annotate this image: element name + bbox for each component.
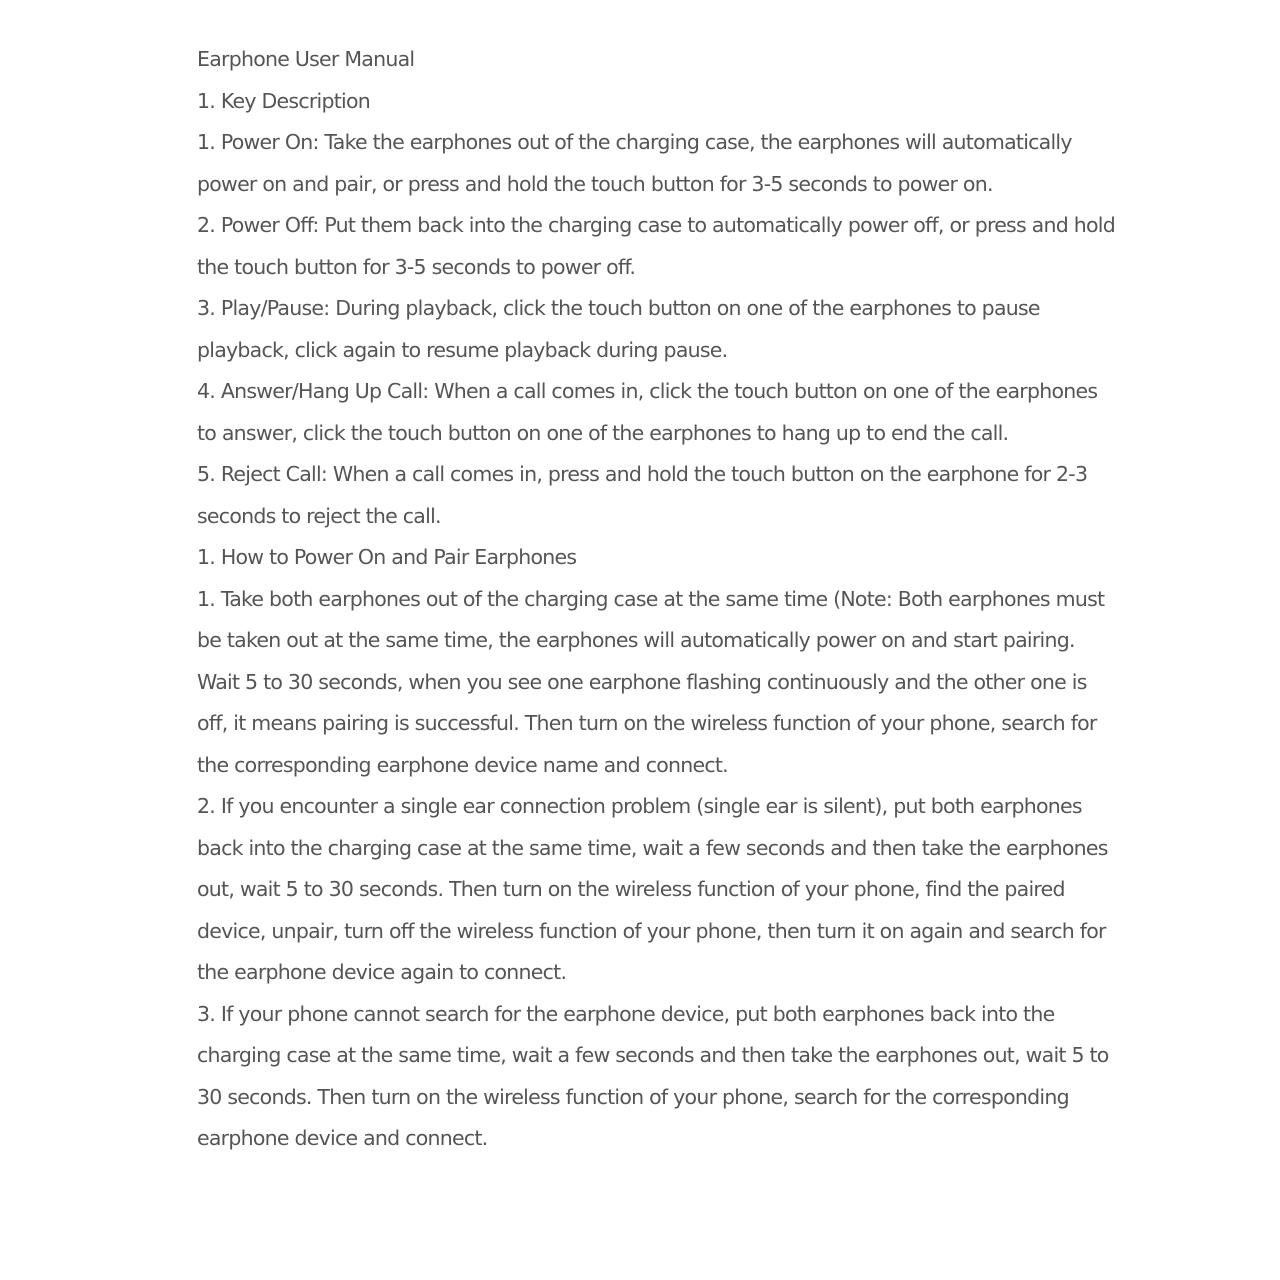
play-pause-item: 3. Play/Pause: During playback, click the touch button on one of the earphones to pause playback, click again to resume playback during pause.	[197, 296, 1040, 362]
manual-title: Earphone User Manual	[197, 47, 415, 71]
power-off-item: 2. Power Off: Put them back into the charging case to automatically power off, or press and hold the touch button for 3-5 seconds to power off.	[197, 213, 1116, 279]
pairing-step-1: 1. Take both earphones out of the charging case at the same time (Note: Both earphones must be taken out at the same time, the earphones will automatically power on and start pairing. Wait 5 to 30 seconds, when you see one earphone flashing continuously and the other one is off, it means pairing is successful. Then turn on the wireless function of your phone, search for the corresponding earphone device name and connect.	[197, 586, 1105, 777]
pairing-step-2: 2. If you encounter a single ear connection problem (single ear is silent), put both earphones back into the charging case at the same time, wait a few seconds and then take the earphones out, wait 5 to 30 seconds. Then turn on the wireless function of your phone, find the paired device, unpair, turn off the wireless function of your phone, then turn it on again and search for the earphone device again to connect.	[197, 794, 1108, 984]
pairing-heading: 1. How to Power On and Pair Earphones	[197, 545, 577, 569]
manual-text	[197, 39, 1122, 1160]
reject-call-item: 5. Reject Call: When a call comes in, press and hold the touch button on the earphone for 2-3 seconds to reject the call.	[197, 462, 1088, 528]
pairing-step-3: 3. If your phone cannot search for the earphone device, put both earphones back into the charging case at the same time, wait a few seconds and then take the earphones out, wait 5 to 30 seconds. Then turn on the wireless function of your phone, search for the corresponding earphone device and connect.	[197, 1001, 1109, 1150]
power-on-item: 1. Power On: Take the earphones out of the charging case, the earphones will automatically power on and pair, or press and hold the touch button for 3-5 seconds to power on.	[197, 130, 1072, 196]
answer-hang-up-item: 4. Answer/Hang Up Call: When a call comes in, click the touch button on one of the earphones to answer, click the touch button on one of the earphones to hang up to end the call.	[197, 379, 1098, 445]
key-description-heading: 1. Key Description	[197, 88, 371, 113]
